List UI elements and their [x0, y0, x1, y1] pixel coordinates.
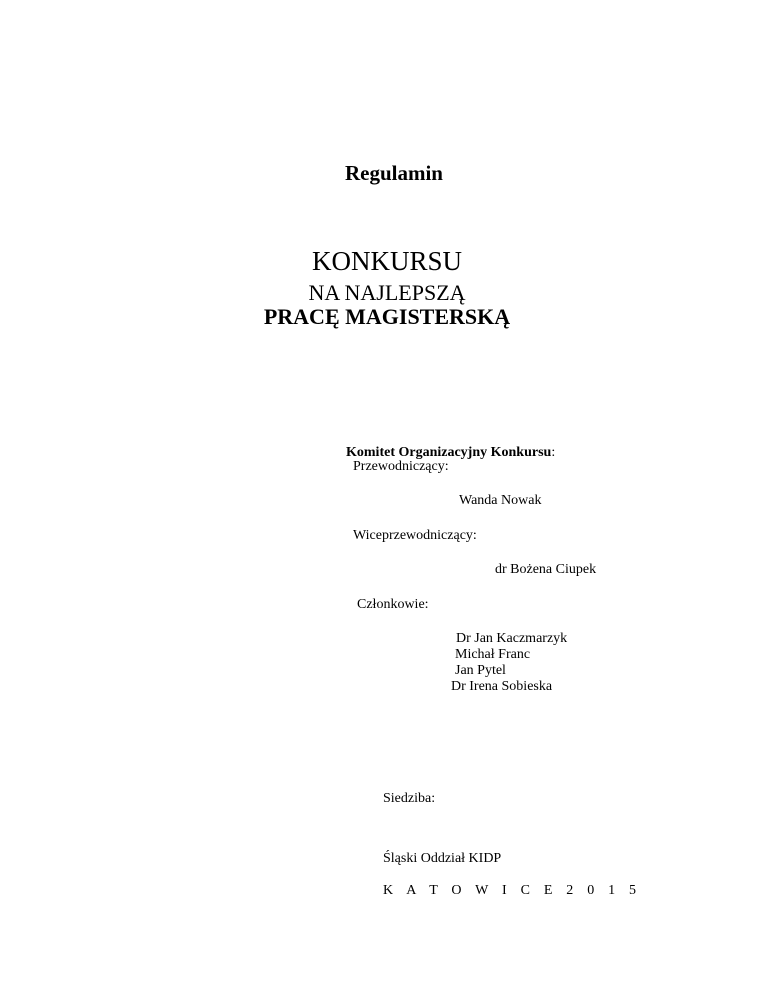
subtitle-line-1: KONKURSU — [311, 246, 463, 276]
document-title: Regulamin — [344, 161, 443, 185]
vice-chair-name: dr Bożena Ciupek — [495, 562, 597, 577]
chair-label: Przewodniczący: — [353, 459, 449, 474]
committee-heading — [346, 446, 555, 460]
vice-chair-label: Wiceprzewodniczący: — [353, 528, 477, 543]
member-name: Jan Pytel — [455, 663, 506, 678]
subtitle-line-3: PRACĘ MAGISTERSKĄ — [263, 304, 511, 329]
city-year: K A T O W I C E 2 0 1 5 — [383, 883, 642, 898]
chair-name: Wanda Nowak — [459, 493, 542, 508]
subtitle-line-2: NA NAJLEPSZĄ — [308, 280, 466, 305]
seat-value: Śląski Oddział KIDP — [383, 851, 502, 866]
member-name: Dr Irena Sobieska — [451, 679, 553, 694]
committee-heading-colon: : — [551, 445, 556, 460]
member-name: Michał Franc — [455, 647, 531, 662]
members-label: Członkowie: — [357, 597, 429, 612]
member-name: Dr Jan Kaczmarzyk — [456, 631, 568, 646]
seat-label: Siedziba: — [383, 791, 436, 806]
committee-heading-text: Komitet Organizacyjny Konkursu — [346, 445, 552, 460]
